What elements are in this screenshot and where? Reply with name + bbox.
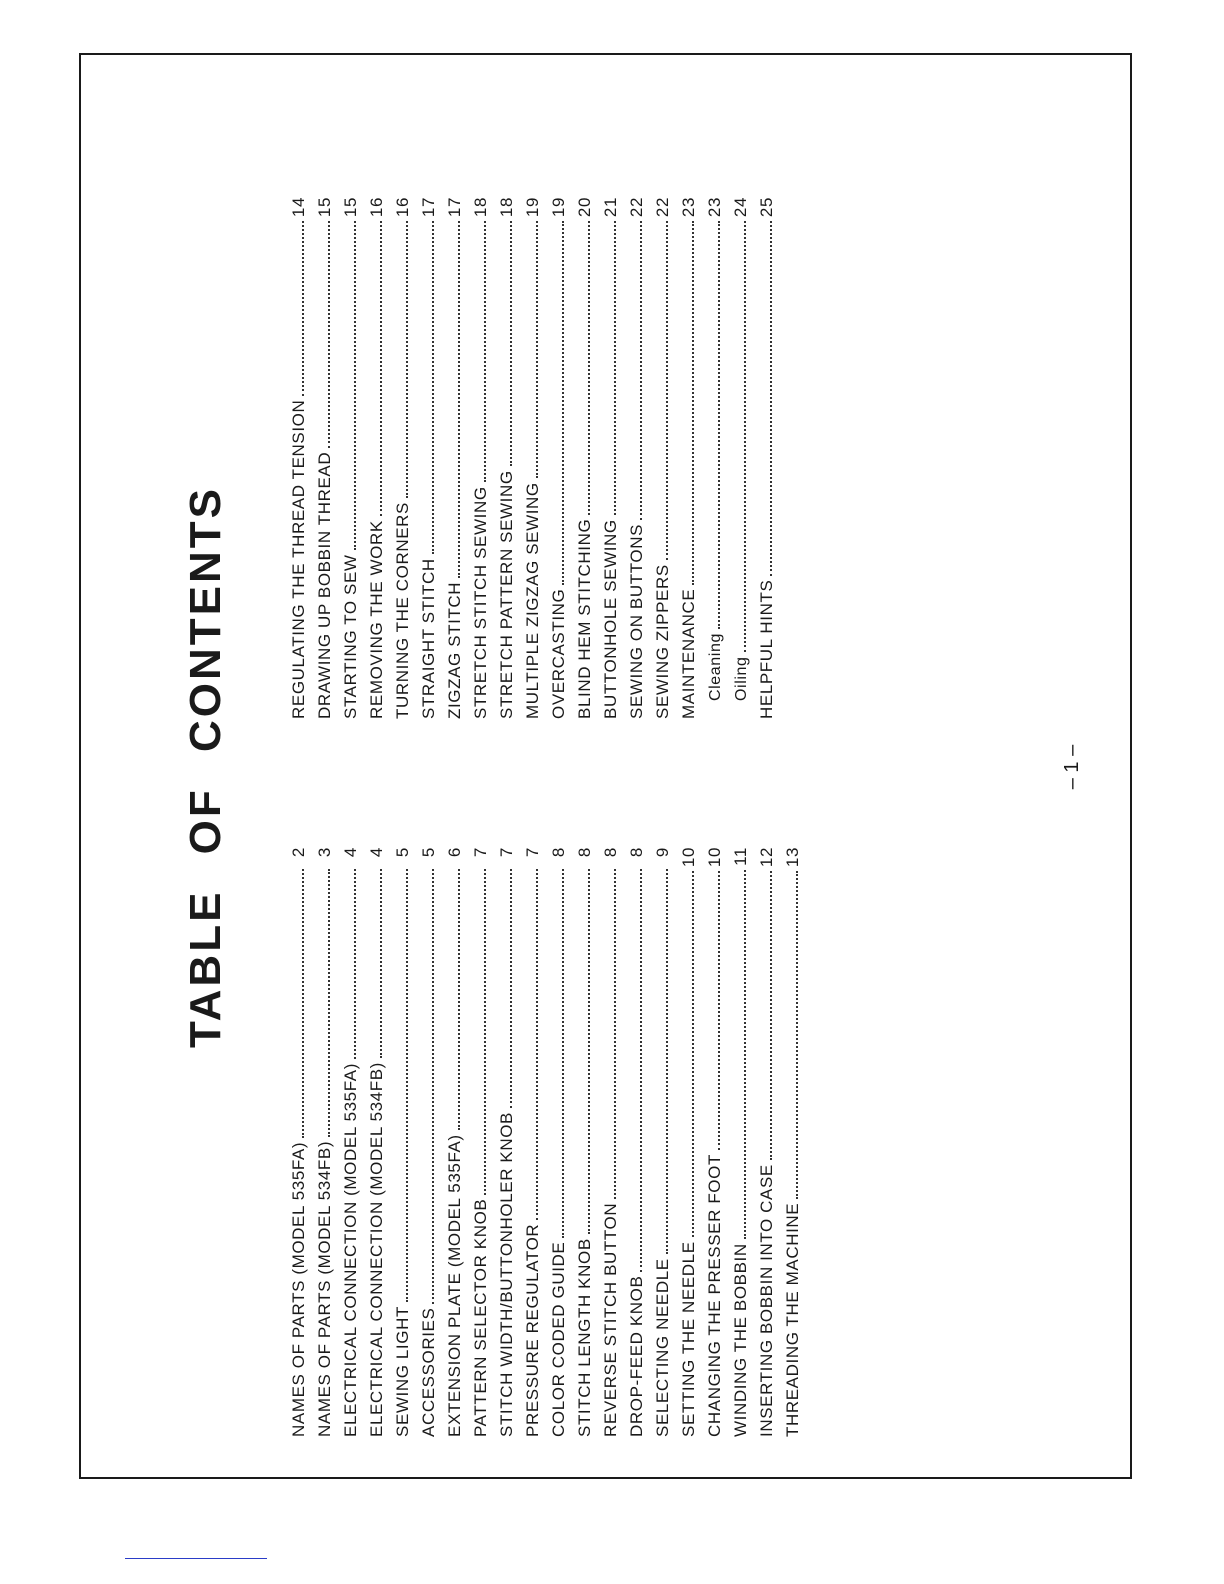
toc-leader-dots <box>328 221 330 448</box>
toc-entry-title: CHANGING THE PRESSER FOOT <box>705 1154 724 1437</box>
toc-entry <box>341 197 367 719</box>
toc-entry <box>757 847 783 1437</box>
toc-leader-dots <box>458 869 460 1130</box>
toc-entry-title: REVERSE STITCH BUTTON <box>601 1202 620 1437</box>
toc-leader-dots <box>484 221 486 482</box>
toc-entry-title: Oiling <box>733 656 750 701</box>
toc-entry-page: 17 <box>419 197 438 218</box>
toc-leader-dots <box>718 871 720 1150</box>
toc-entry-page: 7 <box>497 847 516 858</box>
toc-entry-page: 23 <box>679 197 698 218</box>
toc-leader-dots <box>614 221 616 515</box>
toc-column-left <box>289 847 809 1437</box>
toc-leader-dots <box>536 869 538 1220</box>
toc-entry-page: 9 <box>653 847 672 858</box>
toc-entry <box>679 197 705 719</box>
toc-entry-page: 22 <box>653 197 672 218</box>
toc-entry-title: TURNING THE CORNERS <box>393 502 412 719</box>
toc-entry <box>575 197 601 719</box>
toc-entry-page: 14 <box>289 197 308 218</box>
toc-entry <box>367 847 393 1437</box>
toc-entry-title: MAINTENANCE <box>679 588 698 719</box>
footer-rule <box>125 1558 267 1559</box>
toc-entry <box>497 197 523 719</box>
toc-entry-page: 25 <box>757 197 776 218</box>
toc-entry-title: OVERCASTING <box>549 588 568 719</box>
toc-entry-title: EXTENSION PLATE (MODEL 535FA) <box>445 1134 464 1437</box>
toc-leader-dots <box>744 221 746 652</box>
toc-leader-dots <box>692 871 694 1237</box>
toc-entry <box>289 847 315 1437</box>
toc-leader-dots <box>796 871 798 1199</box>
rotated-content <box>81 57 1131 1477</box>
toc-entry <box>367 197 393 719</box>
toc-entry-title: INSERTING BOBBIN INTO CASE <box>757 1164 776 1437</box>
toc-entry-title: SELECTING NEEDLE <box>653 1258 672 1437</box>
toc-entry-page: 7 <box>523 847 542 858</box>
toc-entry-page: 13 <box>783 847 802 868</box>
toc-entry-page: 5 <box>419 847 438 858</box>
toc-entry <box>627 197 653 719</box>
toc-entry-page: 2 <box>289 847 308 858</box>
toc-entry <box>445 847 471 1437</box>
toc-entry-title: PRESSURE REGULATOR <box>523 1223 542 1437</box>
toc-entry-page: 19 <box>523 197 542 218</box>
toc-entry <box>445 197 471 719</box>
toc-leader-dots <box>744 870 746 1239</box>
toc-leader-dots <box>432 869 434 1304</box>
toc-leader-dots <box>536 221 538 478</box>
toc-entry <box>653 197 679 719</box>
toc-entry <box>523 197 549 719</box>
toc-entry-title: STRETCH STITCH SEWING <box>471 486 490 719</box>
toc-entry-page: 15 <box>315 197 334 218</box>
toc-entry <box>653 847 679 1437</box>
toc-entry-page: 8 <box>601 847 620 858</box>
toc-entry-title: SEWING LIGHT <box>393 1306 412 1437</box>
toc-entry-title: Cleaning <box>707 633 724 701</box>
toc-leader-dots <box>406 221 408 498</box>
toc-entry-title: STRETCH PATTERN SEWING <box>497 470 516 719</box>
toc-entry-title: SEWING ON BUTTONS <box>627 523 646 719</box>
toc-entry <box>757 197 783 719</box>
toc-entry <box>575 847 601 1437</box>
toc-entry <box>471 847 497 1437</box>
toc-entry-title: STITCH WIDTH/BUTTONHOLER KNOB <box>497 1112 516 1437</box>
toc-entry-page: 3 <box>315 847 334 858</box>
toc-entry-page: 24 <box>731 197 750 218</box>
toc-entry-title: REGULATING THE THREAD TENSION <box>289 399 308 719</box>
toc-leader-dots <box>432 221 434 554</box>
toc-leader-dots <box>588 221 590 515</box>
toc-entry-page: 6 <box>445 847 464 858</box>
toc-entry <box>731 197 757 719</box>
toc-entry-page: 16 <box>367 197 386 218</box>
toc-entry-page: 4 <box>367 847 386 858</box>
toc-entry-page: 22 <box>627 197 646 218</box>
toc-leader-dots <box>666 221 668 560</box>
toc-entry-title: STITCH LENGTH KNOB <box>575 1238 594 1437</box>
toc-entry-title: MULTIPLE ZIGZAG SEWING <box>523 482 542 719</box>
toc-leader-dots <box>770 221 772 575</box>
toc-entry-page: 10 <box>705 847 724 868</box>
toc-entry <box>419 847 445 1437</box>
toc-entry-title: COLOR CODED GUIDE <box>549 1241 568 1437</box>
toc-leader-dots <box>302 869 304 1138</box>
toc-leader-dots <box>640 221 642 520</box>
toc-entry-title: ELECTRICAL CONNECTION (MODEL 534FB) <box>367 1062 386 1437</box>
toc-entry <box>497 847 523 1437</box>
page-frame <box>79 53 1132 1479</box>
toc-entry <box>341 847 367 1437</box>
toc-column-right <box>289 197 783 719</box>
toc-entry-page: 12 <box>757 847 776 868</box>
page-title: TABLE OF CONTENTS <box>181 486 230 1048</box>
toc-entry-title: STARTING TO SEW <box>341 554 360 719</box>
toc-entry-page: 23 <box>705 197 724 218</box>
toc-leader-dots <box>770 871 772 1160</box>
toc-entry <box>549 197 575 719</box>
toc-entry-page: 18 <box>471 197 490 218</box>
toc-entry <box>705 847 731 1437</box>
toc-leader-dots <box>328 869 330 1137</box>
toc-entry-page: 21 <box>601 197 620 218</box>
toc-entry <box>549 847 575 1437</box>
toc-entry-title: STRAIGHT STITCH <box>419 558 438 719</box>
toc-leader-dots <box>380 869 382 1058</box>
toc-leader-dots <box>640 869 642 1272</box>
toc-leader-dots <box>692 221 694 585</box>
toc-entry-title: SEWING ZIPPERS <box>653 564 672 719</box>
toc-entry-title: ZIGZAG STITCH <box>445 581 464 719</box>
toc-entry-page: 19 <box>549 197 568 218</box>
toc-entry <box>315 847 341 1437</box>
toc-entry-title: PATTERN SELECTOR KNOB <box>471 1198 490 1437</box>
toc-entry-title: THREADING THE MACHINE <box>783 1202 802 1437</box>
toc-entry-title: BLIND HEM STITCHING <box>575 518 594 719</box>
toc-leader-dots <box>458 221 460 578</box>
toc-leader-dots <box>354 221 356 550</box>
toc-leader-dots <box>510 869 512 1108</box>
toc-entry-page: 11 <box>731 847 750 866</box>
toc-entry-page: 15 <box>341 197 360 218</box>
toc-leader-dots <box>354 869 356 1059</box>
toc-leader-dots <box>588 869 590 1234</box>
toc-entry <box>419 197 445 719</box>
toc-entry <box>523 847 549 1437</box>
toc-leader-dots <box>614 869 616 1199</box>
toc-entry-page: 20 <box>575 197 594 218</box>
toc-entry <box>289 197 315 719</box>
toc-entry <box>627 847 653 1437</box>
toc-entry-title: ELECTRICAL CONNECTION (MODEL 535FA) <box>341 1063 360 1437</box>
toc-leader-dots <box>380 221 382 516</box>
toc-entry <box>783 847 809 1437</box>
toc-entry <box>601 197 627 719</box>
toc-entry-page: 16 <box>393 197 412 218</box>
toc-entry-title: REMOVING THE WORK <box>367 520 386 719</box>
toc-entry-title: WINDING THE BOBBIN <box>731 1243 750 1437</box>
toc-entry-title: NAMES OF PARTS (MODEL 534FB) <box>315 1140 334 1437</box>
toc-entry-page: 8 <box>627 847 646 858</box>
toc-entry <box>471 197 497 719</box>
toc-entry-title: BUTTONHOLE SEWING <box>601 519 620 719</box>
toc-entry <box>393 197 419 719</box>
toc-entry-page: 8 <box>549 847 568 858</box>
toc-entry <box>315 197 341 719</box>
toc-entry-page: 5 <box>393 847 412 858</box>
toc-leader-dots <box>666 869 668 1254</box>
toc-entry-page: 8 <box>575 847 594 858</box>
toc-entry-title: DROP-FEED KNOB <box>627 1275 646 1437</box>
toc-entry <box>601 847 627 1437</box>
toc-leader-dots <box>562 869 564 1238</box>
toc-leader-dots <box>718 221 720 629</box>
toc-entry-title: HELPFUL HINTS <box>757 579 776 719</box>
toc-entry-title: NAMES OF PARTS (MODEL 535FA) <box>289 1141 308 1437</box>
toc-entry-page: 18 <box>497 197 516 218</box>
toc-entry-title: ACCESSORIES <box>419 1307 438 1437</box>
toc-entry-page: 10 <box>679 847 698 868</box>
toc-entry <box>731 847 757 1437</box>
toc-leader-dots <box>406 869 408 1302</box>
toc-leader-dots <box>484 869 486 1195</box>
toc-leader-dots <box>302 221 304 396</box>
toc-entry <box>705 197 731 719</box>
toc-entry-page: 17 <box>445 197 464 218</box>
toc-entry-page: 4 <box>341 847 360 858</box>
toc-entry <box>679 847 705 1437</box>
toc-entry-title: DRAWING UP BOBBIN THREAD <box>315 451 334 719</box>
toc-entry-page: 7 <box>471 847 490 858</box>
toc-leader-dots <box>510 221 512 466</box>
toc-leader-dots <box>562 221 564 585</box>
page-number: – 1 – <box>1061 744 1083 790</box>
toc-entry-title: SETTING THE NEEDLE <box>679 1241 698 1437</box>
toc-entry <box>393 847 419 1437</box>
